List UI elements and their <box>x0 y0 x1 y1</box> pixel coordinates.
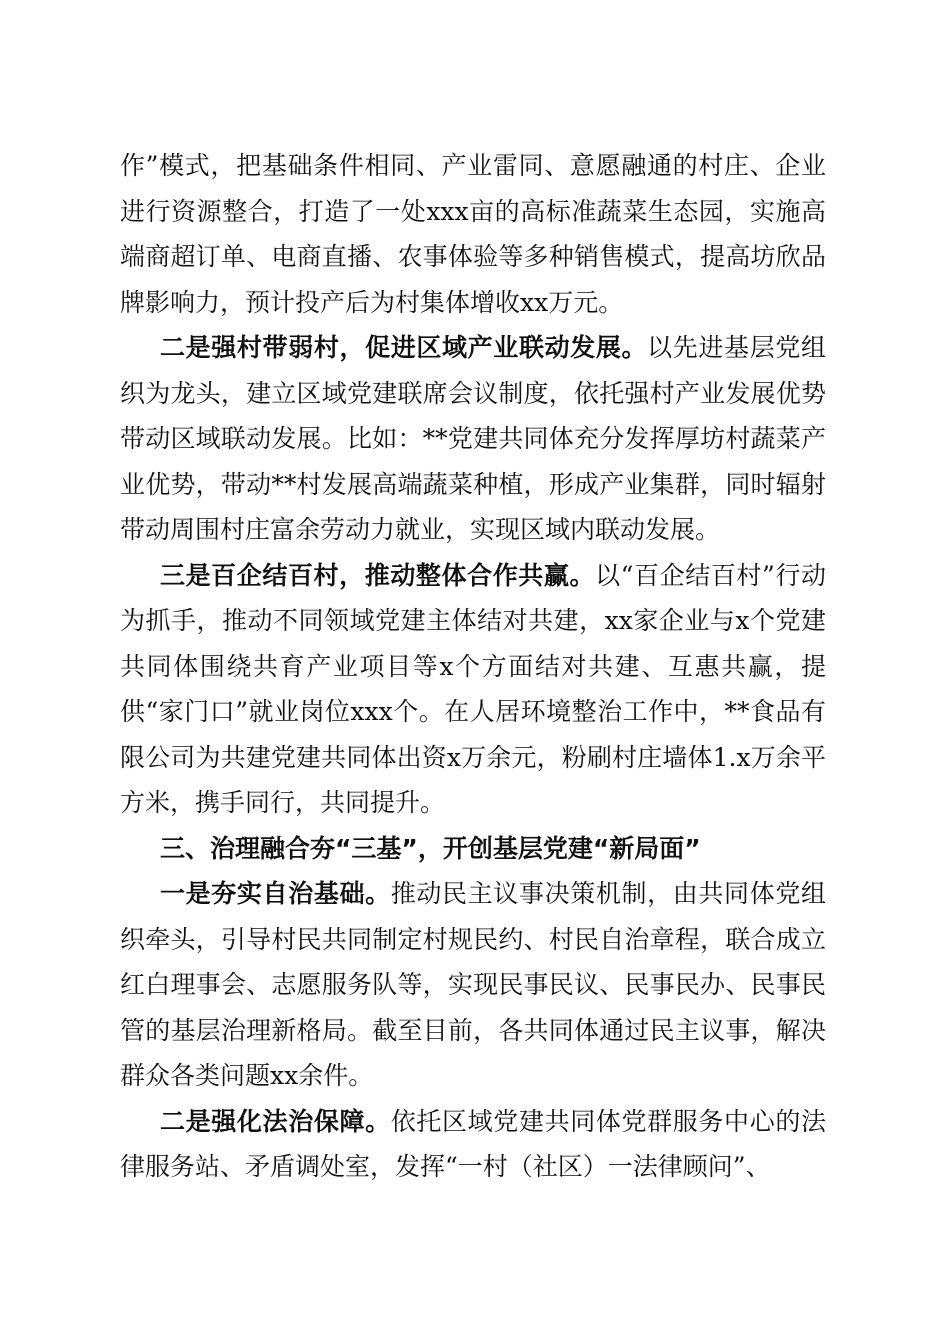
paragraph-lead: 二是强化法治保障。 <box>160 1106 391 1136</box>
paragraph-strong-village <box>120 325 826 553</box>
paragraph-continued <box>120 143 826 325</box>
paragraph-self-governance <box>120 871 826 1099</box>
paragraph-text: 推动民主议事决策机制，由共同体党组织牵头，引导村民共同制定村规民约、村民自治章程，联合成立红白理事会、志愿服务队等，实现民事民议、民事民办、民事民管的基层治理新格局。截至目前，各共同体通过民主议事，解决群众各类问题xx余件。 <box>120 879 826 1090</box>
paragraph-text: 以先进基层党组织为龙头，建立区域党建联席会议制度，依托强村产业发展优势带动区域联动发展。比如：**党建共同体充分发挥厚坊村蔬菜产业优势，带动**村发展高端蔬菜种植，形成产业集群，同时辐射带动周围村庄富余劳动力就业，实现区域内联动发展。 <box>120 333 826 544</box>
paragraph-text: 以“百企结百村”行动为抓手，推动不同领域党建主体结对共建，xx家企业与x个党建共同体围绕共育产业项目等x个方面结对共建、互惠共赢，提供“家门口”就业岗位xxx个。在人居环境整治工作中，**食品有限公司为共建党建共同体出资x万余元，粉刷村庄墙体1.x万余平方米，携手同行，共同提升。 <box>120 560 826 817</box>
section-heading: 三、治理融合夯“三基”，开创基层党建“新局面” <box>160 833 701 863</box>
paragraph-enterprise-village <box>120 553 826 826</box>
paragraph-text: 作”模式，把基础条件相同、产业雷同、意愿融通的村庄、企业进行资源整合，打造了一处xxx亩的高标准蔬菜生态园，实施高端商超订单、电商直播、农事体验等多种销售模式，提高坊欣品牌影响力，预计投产后为村集体增收xx万元。 <box>120 151 826 317</box>
paragraph-rule-of-law <box>120 1099 826 1190</box>
paragraph-lead: 二是强村带弱村，促进区域产业联动发展。 <box>160 333 648 362</box>
paragraph-text: 依托区域党建共同体党群服务中心的法律服务站、矛盾调处室，发挥“一村（社区）一法律顾问”、 <box>120 1106 826 1181</box>
document-body <box>120 143 826 1190</box>
paragraph-lead: 一是夯实自治基础。 <box>160 879 391 908</box>
paragraph-lead: 三是百企结百村，推动整体合作共赢。 <box>160 560 596 590</box>
